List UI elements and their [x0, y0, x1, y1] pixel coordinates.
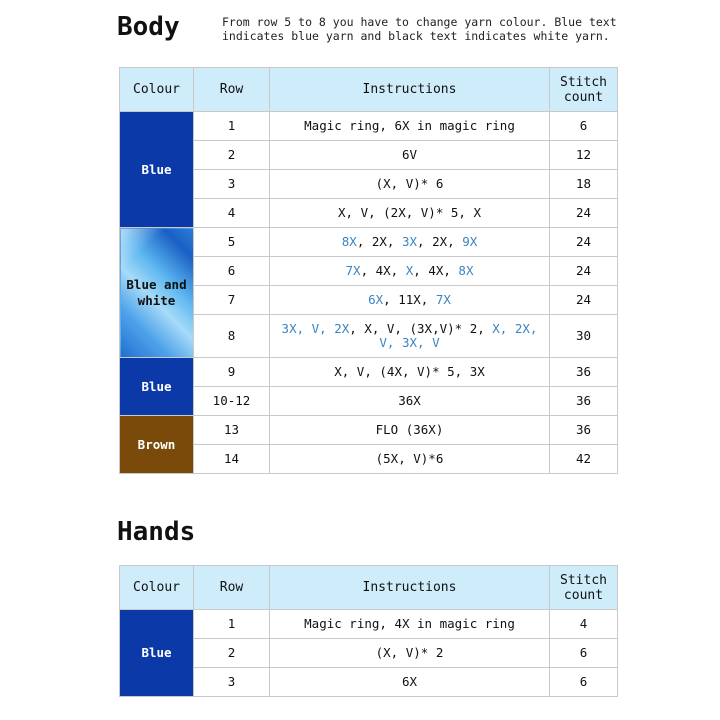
row-number: 6: [194, 257, 270, 286]
blue-yarn-text: 9X: [462, 234, 478, 249]
row-number: 2: [194, 141, 270, 170]
table-header-row: [120, 68, 618, 112]
row-instructions: [270, 286, 550, 315]
row-instructions: [270, 228, 550, 257]
hands-title: Hands: [117, 517, 196, 547]
header-row: Row: [194, 68, 270, 112]
table-row: [120, 668, 618, 697]
row-instructions: X, V, (2X, V)* 5, X: [270, 199, 550, 228]
white-yarn-text: , 2X,: [417, 234, 463, 249]
row-instructions: FLO (36X): [270, 416, 550, 445]
row-stitch-count: 24: [550, 228, 618, 257]
row-instructions: Magic ring, 6X in magic ring: [270, 112, 550, 141]
colour-cell-blue: Blue: [120, 610, 194, 697]
table-row: [120, 286, 618, 315]
blue-yarn-text: 3X, V, 2X: [281, 321, 350, 336]
colour-cell-blue: Blue: [120, 358, 194, 416]
row-number: 3: [194, 668, 270, 697]
row-stitch-count: 12: [550, 141, 618, 170]
table-row: [120, 445, 618, 474]
blue-yarn-text: X: [405, 263, 414, 278]
row-number: 1: [194, 112, 270, 141]
row-instructions: [270, 257, 550, 286]
row-instructions: Magic ring, 4X in magic ring: [270, 610, 550, 639]
body-note: From row 5 to 8 you have to change yarn colour. Blue text indicates blue yarn and black text indicates white yarn.: [222, 15, 617, 43]
row-instructions: 36X: [270, 387, 550, 416]
blue-yarn-text: 3X: [401, 234, 418, 249]
table-row: [120, 170, 618, 199]
row-number: 10-12: [194, 387, 270, 416]
row-instructions: (5X, V)*6: [270, 445, 550, 474]
row-stitch-count: 24: [550, 199, 618, 228]
row-number: 3: [194, 170, 270, 199]
row-stitch-count: 24: [550, 286, 618, 315]
row-stitch-count: 30: [550, 315, 618, 358]
blue-yarn-text: 8X: [458, 263, 474, 278]
row-number: 2: [194, 639, 270, 668]
blue-yarn-text: 6X: [368, 292, 384, 307]
table-row: [120, 228, 618, 257]
row-stitch-count: 6: [550, 639, 618, 668]
blue-yarn-text: 7X: [435, 292, 451, 307]
header-row: Row: [194, 566, 270, 610]
row-number: 4: [194, 199, 270, 228]
row-number: 14: [194, 445, 270, 474]
white-yarn-text: , 2X,: [356, 234, 402, 249]
table-row: [120, 112, 618, 141]
row-number: 8: [194, 315, 270, 358]
row-stitch-count: 6: [550, 112, 618, 141]
row-instructions: X, V, (4X, V)* 5, 3X: [270, 358, 550, 387]
row-number: 13: [194, 416, 270, 445]
row-stitch-count: 4: [550, 610, 618, 639]
table-row: [120, 639, 618, 668]
table-row: [120, 199, 618, 228]
row-number: 1: [194, 610, 270, 639]
row-instructions: (X, V)* 6: [270, 170, 550, 199]
white-yarn-text: , 4X,: [360, 263, 406, 278]
header-colour: Colour: [120, 68, 194, 112]
header-colour: Colour: [120, 566, 194, 610]
blue-yarn-text: X, 2X, V, 3X, V: [379, 321, 538, 350]
row-instructions: 6V: [270, 141, 550, 170]
row-stitch-count: 42: [550, 445, 618, 474]
header-instructions: Instructions: [270, 68, 550, 112]
row-instructions: (X, V)* 2: [270, 639, 550, 668]
row-number: 9: [194, 358, 270, 387]
table-header-row: [120, 566, 618, 610]
table-row: [120, 141, 618, 170]
colour-cell-blue: Blue: [120, 112, 194, 228]
hands-table: [119, 565, 618, 697]
row-stitch-count: 18: [550, 170, 618, 199]
white-yarn-text: , 4X,: [413, 263, 459, 278]
white-yarn-text: , 11X,: [383, 292, 436, 307]
row-number: 5: [194, 228, 270, 257]
white-yarn-text: , X, V, (3X,V)* 2,: [349, 321, 493, 336]
table-row: [120, 610, 618, 639]
blue-yarn-text: 8X: [341, 234, 357, 249]
row-stitch-count: 36: [550, 416, 618, 445]
row-stitch-count: 24: [550, 257, 618, 286]
colour-cell-brown: Brown: [120, 416, 194, 474]
table-row: [120, 315, 618, 358]
row-number: 7: [194, 286, 270, 315]
table-row: [120, 387, 618, 416]
colour-cell-blue-and-white: Blue and white: [120, 228, 194, 358]
row-stitch-count: 36: [550, 387, 618, 416]
table-row: [120, 257, 618, 286]
body-title: Body: [117, 12, 180, 42]
blue-yarn-text: 7X: [345, 263, 361, 278]
body-table: [119, 67, 618, 474]
header-stitch-count: Stitch count: [550, 68, 618, 112]
row-stitch-count: 6: [550, 668, 618, 697]
row-instructions: [270, 315, 550, 358]
header-instructions: Instructions: [270, 566, 550, 610]
row-instructions: 6X: [270, 668, 550, 697]
row-stitch-count: 36: [550, 358, 618, 387]
header-stitch-count: Stitch count: [550, 566, 618, 610]
table-row: [120, 416, 618, 445]
table-row: [120, 358, 618, 387]
